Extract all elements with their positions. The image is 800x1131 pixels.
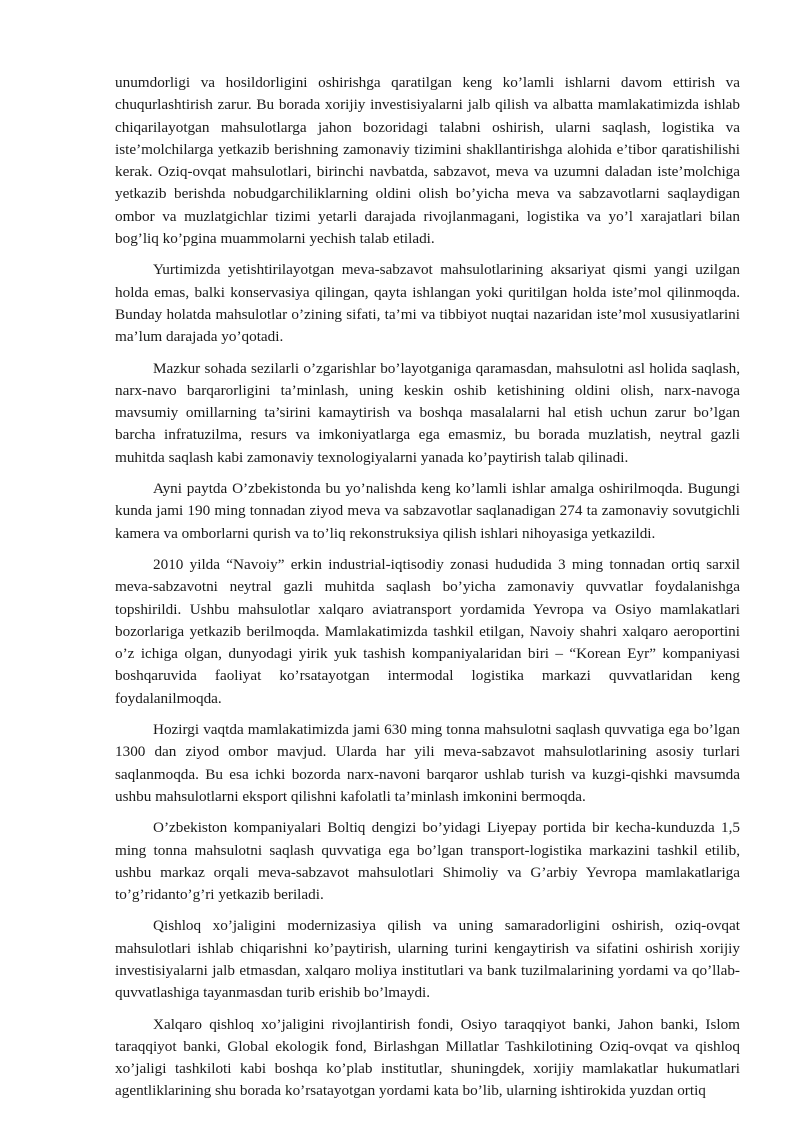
paragraph-modernization: Qishloq xo’jaligini modernizasiya qilish va uning samaradorligini oshirish, oziq-ovqat mahsulotlari ishlab chiqarishni ko’paytirish, ularning turini kengaytirish va sifatini oshirish xorijiy investisiyalarni jalb etmasdan, xalqaro moliya institutlari va bank tuzilmalarining yordami va qo’llab- quvvatlashiga tayanmasdan turib erishib bo’lmaydi.: [115, 917, 740, 1002]
paragraph-fresh-produce: Yurtimizda yetishtirilayotgan meva-sabzavot mahsulotlarining aksariyat qismi yangi uzilgan holda emas, balki konservasiya qilingan, qayta ishlangan yoki quritilgan holda iste’mol qilinmoqda. Bunday holatda mahsulotlar o’zining sifati, ta’mi va tibbiyot nuqtai nazaridan iste’mol xususiyatlarini ma’lum darajada yo’qotadi.: [115, 261, 740, 346]
paragraph-navoiy-zone: 2010 yilda “Navoiy” erkin industrial-iqtisodiy zonasi hududida 3 ming tonnadan ortiq sarxil meva-sabzavotni neytral gazli muhitda saqlash bo’yicha zamonaviy quvvatlar foydalanishga topshirildi. Ushbu mahsulotlar xalqaro aviatransport yordamida Yevropa va Osiyo mamlakatlari bozorlariga yetkazib berilmoqda. Mamlakatimizda tashkil etilgan, Navoiy shahri xalqaro aeroportini o’z ichiga olgan, dunyodagi yirik yuk tashish kompaniyalaridan biri – “Korean Eyr” kompaniyasi boshqaruvida faoliyat ko’rsatayotgan intermodal logistika markazi quvvatlaridan keng foydalanilmoqda.: [115, 555, 740, 707]
paragraph-international-institutions: Xalqaro qishloq xo’jaligini rivojlantirish fondi, Osiyo taraqqiyot banki, Jahon banki, Islom taraqqiyot banki, Global ekologik fond, Birlashgan Millatlar Tashkilotining Oziq-ovqat va qishloq xo’jaligi tashkiloti kabi boshqa ko’plab institutlar, shuningdek, xorijiy mamlakatlar hukumatlari agentliklarining shu borada ko’rsatayotgan yordami kata bo’lib, ularning ishtirokida yuzdan ortiq: [115, 1015, 740, 1100]
paragraph-liepaja-port: O’zbekiston kompaniyalari Boltiq dengizi bo’yidagi Liyepay portida bir kecha-kunduzda 1,5 ming tonna mahsulotni saqlash quvvatiga ega bo’lgan transport-logistika markazini tashkil etilib, ushbu markaz orqali meva-sabzavot mahsulotlari Shimoliy va G’arbiy Yevropa mamlakatlariga to’g’ridanto’g’ri yetkazib beriladi.: [115, 819, 740, 904]
paragraph-continuation: unumdorligi va hosildorligini oshirishga qaratilgan keng ko’lamli ishlarni davom ettirish va chuqurlashtirish zarur. Bu borada xorijiy investisiyalarni jalb qilish va albatta mamlakatimizda ishlab chiqarilayotgan mahsulotlarga jahon bozoridagi talabni oshirish, ularni saqlash, logistika va iste’molchilarga yetkazib berishning zamonaviy tizimini shakllantirishga alohida e’tibor qaratishilishi kerak. Oziq-ovqat mahsulotlari, birinchi navbatda, sabzavot, meva va uzumni daladan iste’molchiga yetkazib berishda nobudgarchiliklarning oldini olish bo’yicha meva va sabzavotlarni saqlaydigan ombor va muzlatgichlar tizimi yetarli darajada rivojlanmagani, logistika va yo’l xarajatlari bilan bog’liq ko’pgina muammolarni yechish talab etiladi.: [115, 74, 740, 248]
paragraph-cold-storage: Ayni paytda O’zbekistonda bu yo’nalishda keng ko’lamli ishlar amalga oshirilmoqda. Bugungi kunda jami 190 ming tonnadan ziyod meva va sabzavotlar saqlanadigan 274 ta zamonaviy sovutgichli kamera va omborlarni qurish va to’liq rekonstruksiya qilish ishlari nihoyasiga yetkazildi.: [115, 480, 740, 542]
document-page: [115, 72, 740, 1112]
paragraph-warehouses: Hozirgi vaqtda mamlakatimizda jami 630 ming tonna mahsulotni saqlash quvvatiga ega bo’lgan 1300 dan ziyod ombor mavjud. Ularda har yili meva-sabzavot mahsulotlarining asosiy turlari saqlanmoqda. Bu esa ichki bozorda narx-navoni barqaror ushlab turish va kuzgi-qishki mavsumda ushbu mahsulotlarni eksport qilishni kafolatli ta’minlash imkonini bermoqda.: [115, 721, 740, 805]
paragraph-infrastructure: Mazkur sohada sezilarli o’zgarishlar bo’layotganiga qaramasdan, mahsulotni asl holida saqlash, narx-navo barqarorligini ta’minlash, uning keskin oshib ketishining oldini olish, narx-navoga mavsumiy omillarning ta’sirini kamaytirish va boshqa masalalarni hal etish uchun zarur bo’lgan barcha infratuzilma, resurs va imkoniyatlarga ega emasmiz, bu borada muzlatish, neytral gazli muhitda saqlash kabi zamonaviy texnologiyalarni yanada ko’paytirish talab qilinadi.: [115, 359, 740, 466]
